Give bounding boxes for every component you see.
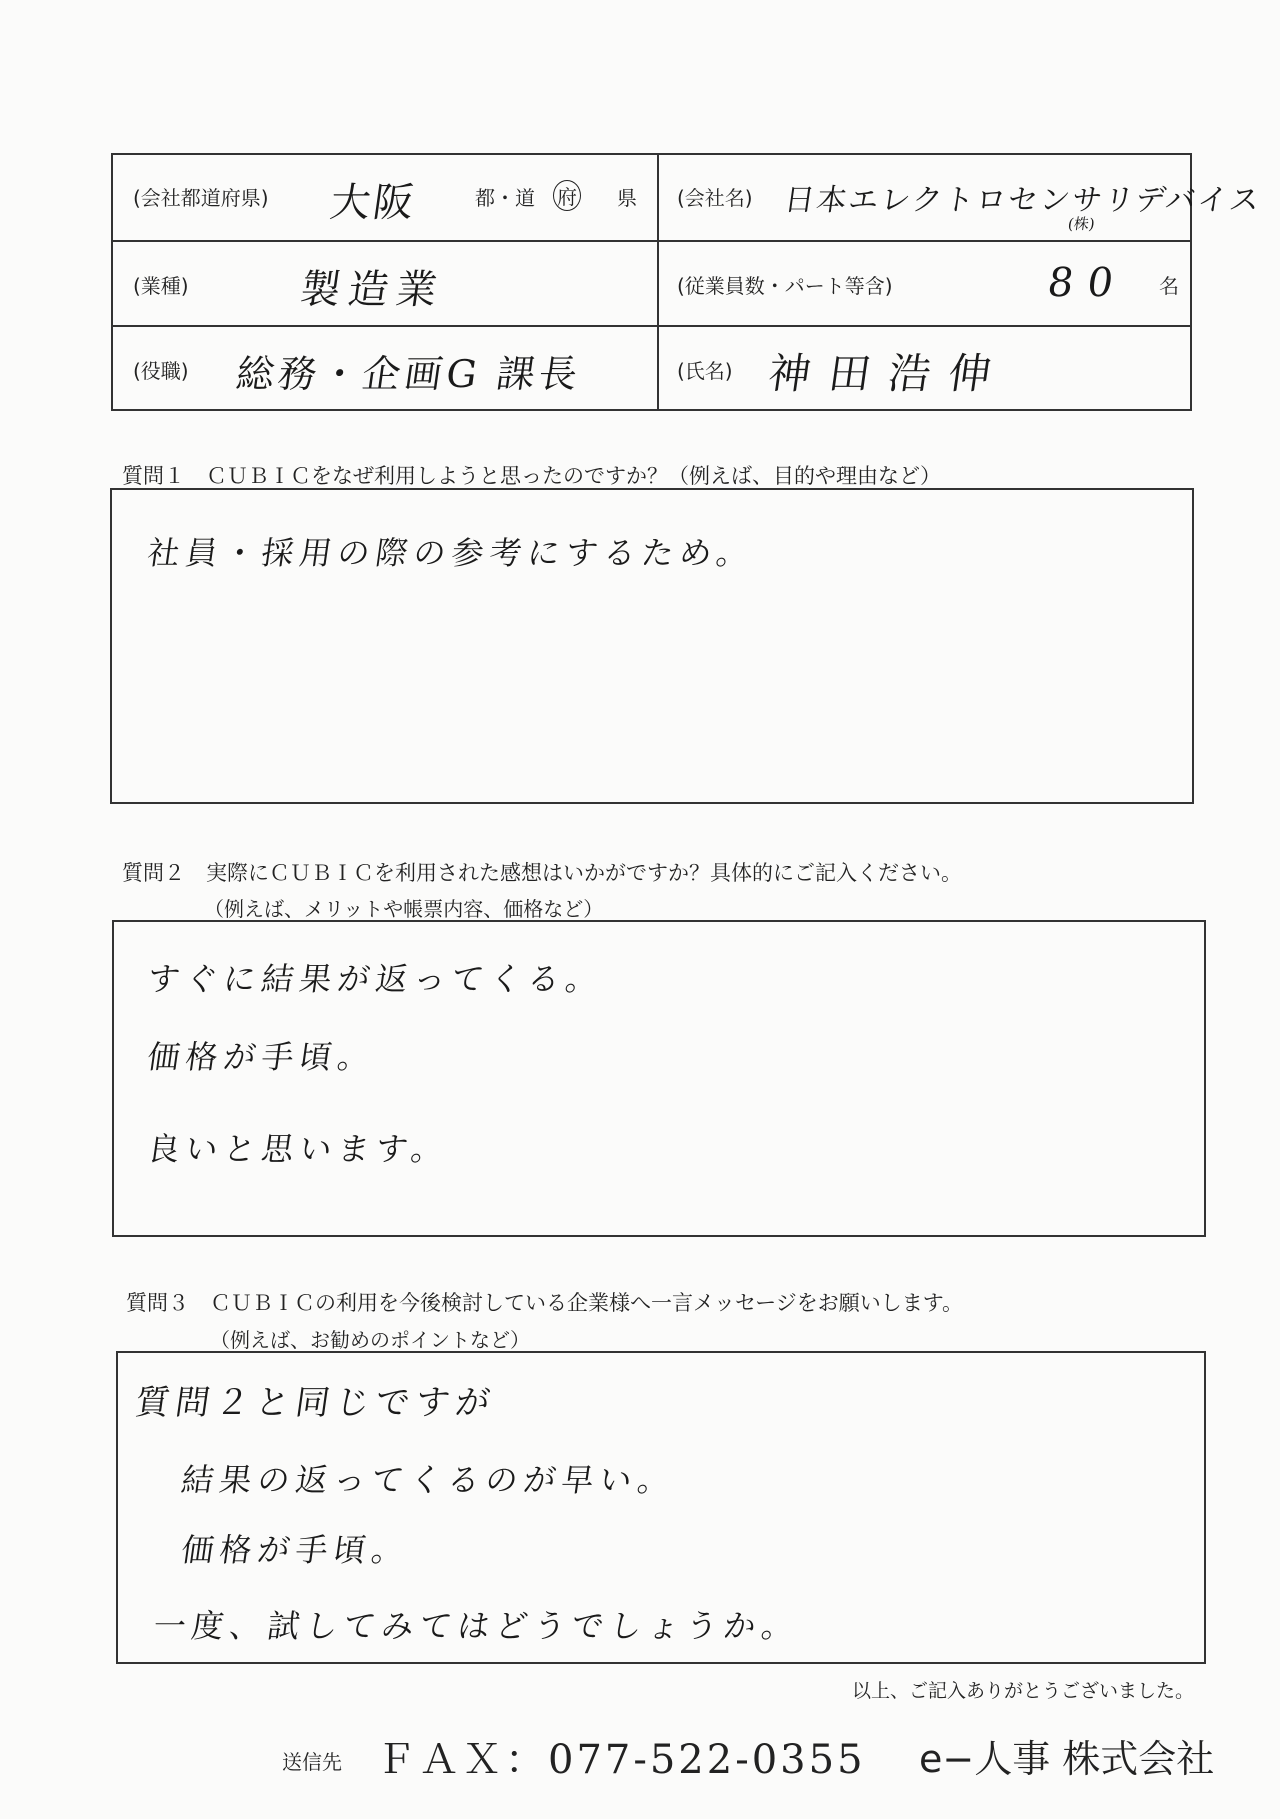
prefecture-suffix-fu-circled: 府 [553,180,581,211]
question-3-title: 質問３ ＣＵＢＩＣの利用を今後検討している企業様へ一言メッセージをお願いします。 [126,1291,964,1315]
question-2-subtitle: （例えば、メリットや帳票内容、価格など） [204,897,604,921]
question-3-answer-box [116,1351,1206,1664]
employees-label: (従業員数・パート等含) [677,274,893,298]
question-1-title: 質問１ ＣＵＢＩＣをなぜ利用しようと思ったのですか？（例えば、目的や理由など） [122,464,941,488]
table-row-industry-employees [113,240,1190,327]
industry-label: (業種) [133,274,189,298]
question-3-answer-line: 質問２と同じですが [132,1383,499,1423]
prefecture-suffix-ken: 県 [617,186,637,210]
position-value: 総務・企画G 課長 [233,352,585,396]
question-1-answer-line: 社員・採用の際の参考にするため。 [145,534,758,572]
prefecture-value: 大阪 [327,180,420,226]
question-2-answer-line: 価格が手頃。 [145,1038,379,1076]
prefecture-suffix-to-do: 都・道 [475,186,535,210]
question-1-answer-box [110,488,1194,804]
name-label: (氏名) [677,359,733,383]
company-value-note: (株) [1066,215,1096,233]
employees-unit: 名 [1159,274,1179,298]
fax-destination-label: 送信先 [282,1750,342,1774]
industry-value: 製造業 [297,267,448,313]
question-3-subtitle: （例えば、お勧めのポイントなど） [210,1328,530,1352]
question-3-answer-line: 価格が手頃。 [179,1531,413,1569]
question-2-title: 質問２ 実際にＣＵＢＩＣを利用された感想はいかがですか？具体的にご記入ください。 [122,861,962,885]
question-3-answer-line: 一度、試してみてはどうでしょうか。 [151,1607,803,1645]
table-row-position-name [113,325,1190,409]
employees-value: 80 [1044,260,1131,306]
question-2-answer-line: すぐに結果が返ってくる。 [145,960,607,998]
question-2-answer-line: 良いと思います。 [145,1130,452,1168]
name-value: 神田浩伸 [765,349,1013,398]
closing-thanks: 以上、ご記入ありがとうございました。 [851,1680,1194,1702]
question-2-answer-box [112,920,1206,1237]
company-info-table [111,153,1264,411]
position-label: (役職) [133,359,189,383]
prefecture-label: (会社都道府県) [133,186,269,210]
question-3-answer-line: 結果の返ってくるのが早い。 [179,1461,679,1499]
table-row-prefecture-company [113,155,1264,242]
fax-number: ＦＡＸ：077-522-0355 [376,1737,866,1783]
company-value: 日本エレクトロセンサリデバイス [782,183,1264,218]
recipient-company: e−人事 株式会社 [919,1737,1215,1781]
company-label: (会社名) [677,186,753,210]
